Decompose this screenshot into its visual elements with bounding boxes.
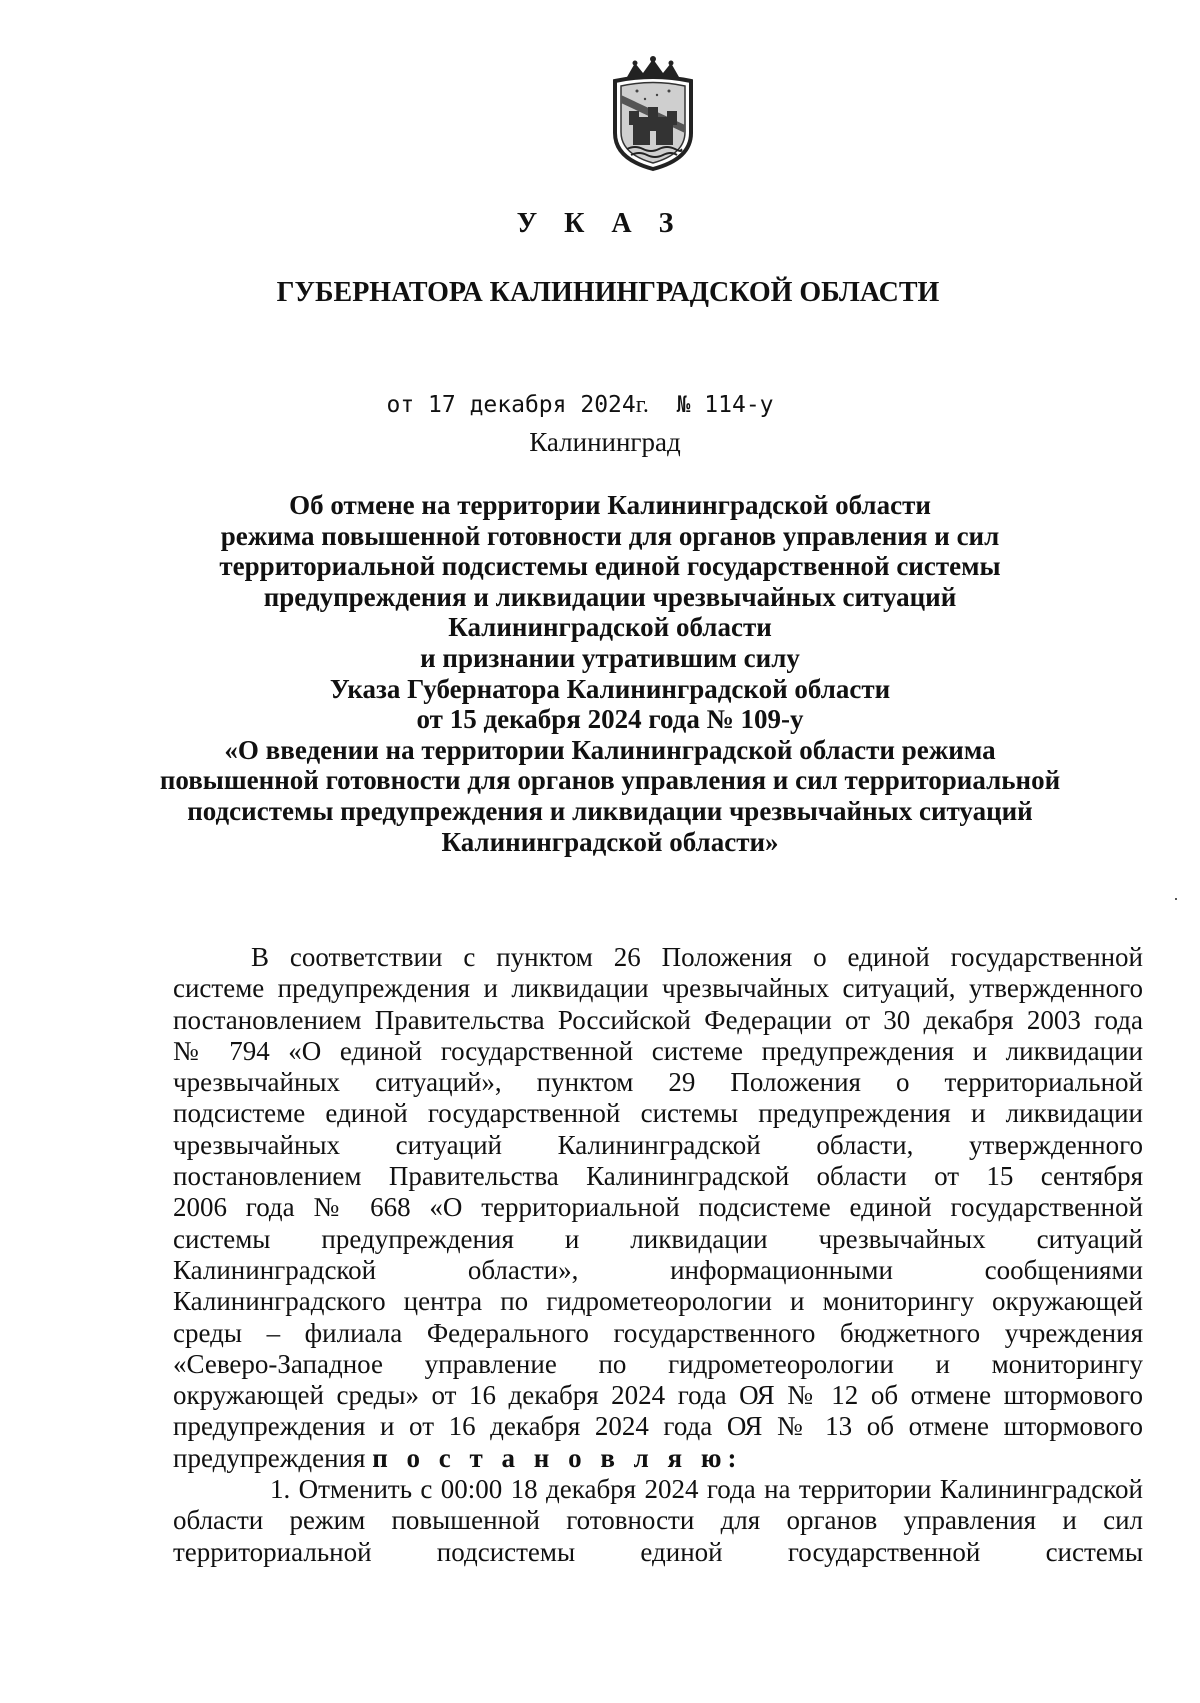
item-line: области режим повышенной готовности для органов управления и сил: [173, 1505, 1143, 1536]
heading-line: режима повышенной готовности для органов управления и сил: [220, 520, 1000, 551]
coat-of-arms-icon: [597, 55, 709, 173]
heading-line: и признании утратившим силу: [420, 642, 800, 673]
heading-line: территориальной подсистемы единой государственной системы: [219, 551, 1001, 582]
item-line: территориальной подсистемы единой государственной системы: [173, 1536, 1143, 1567]
heading-line: предупреждения и ликвидации чрезвычайных ситуаций: [263, 581, 957, 612]
resolve-prefix: предупреждения: [173, 1442, 366, 1473]
decree-title: У К А З: [516, 208, 684, 239]
decree-number: № 114-у: [676, 392, 774, 418]
heading-line: подсистемы предупреждения и ликвидации чрезвычайных ситуаций: [187, 795, 1033, 826]
decree-subtitle: ГУБЕРНАТОРА КАЛИНИНГРАДСКОЙ ОБЛАСТИ: [276, 277, 940, 308]
body-line: чрезвычайных ситуаций», пунктом 29 Положения о территориальной: [173, 1067, 1143, 1098]
heading-line: повышенной готовности для органов управления и сил территориальной: [159, 765, 1061, 796]
body-line: «Северо-Западное управление по гидрометеорологии и мониторингу: [173, 1348, 1143, 1379]
heading-line: от 15 декабря 2024 года № 109-у: [416, 704, 804, 735]
body-line: Калининградского центра по гидрометеорологии и мониторингу окружающей: [173, 1286, 1143, 1317]
body-line: среды – филиала Федерального государственного бюджетного учреждения: [173, 1317, 1143, 1348]
body-line: 2006 года № 668 «О территориальной подсистеме единой государственной: [173, 1192, 1143, 1223]
body-line: постановлением Правительства Российской Федерации от 30 декабря 2003 года: [173, 1004, 1143, 1035]
body-line: системе предупреждения и ликвидации чрезвычайных ситуаций, утвержденного: [173, 973, 1143, 1004]
resolve-word: п о с т а н о в л я ю:: [372, 1442, 743, 1473]
decree-date: от 17 декабря 2024: [386, 392, 636, 418]
resolve-line: [173, 1443, 1143, 1474]
decree-date-number: [0, 392, 1180, 419]
body-line: В соответствии с пунктом 26 Положения о единой государственной: [251, 942, 1143, 972]
decree-heading: [140, 490, 1080, 857]
heading-line: Калининградской области»: [441, 826, 779, 857]
year-suffix: г.: [635, 392, 649, 418]
body-line: предупреждения и от 16 декабря 2024 года ОЯ № 13 об отмене штормового: [173, 1411, 1143, 1442]
decree-city: Калининград: [529, 427, 681, 457]
body-line: системы предупреждения и ликвидации чрезвычайных ситуаций: [173, 1223, 1143, 1254]
decree-body: [173, 942, 1143, 1568]
body-line: окружающей среды» от 16 декабря 2024 года ОЯ № 12 об отмене штормового: [173, 1380, 1143, 1411]
heading-line: Об отмене на территории Калининградской области: [289, 490, 931, 520]
body-line: постановлением Правительства Калининградской области от 15 сентября: [173, 1161, 1143, 1192]
item-line: 1. Отменить с 00:00 18 декабря 2024 года на территории Калининградской: [270, 1474, 1143, 1505]
body-line: № 794 «О единой государственной системе предупреждения и ликвидации: [173, 1035, 1143, 1066]
heading-line: Калининградской области: [448, 612, 772, 643]
body-line: Калининградской области», информационными сообщениями: [173, 1254, 1143, 1285]
heading-line: Указа Губернатора Калининградской области: [329, 673, 891, 704]
body-line: чрезвычайных ситуаций Калининградской области, утвержденного: [173, 1129, 1143, 1160]
heading-line: «О введении на территории Калининградской области режима: [224, 734, 996, 765]
scan-speck: [1175, 898, 1177, 900]
body-line: подсистеме единой государственной системы предупреждения и ликвидации: [173, 1098, 1143, 1129]
